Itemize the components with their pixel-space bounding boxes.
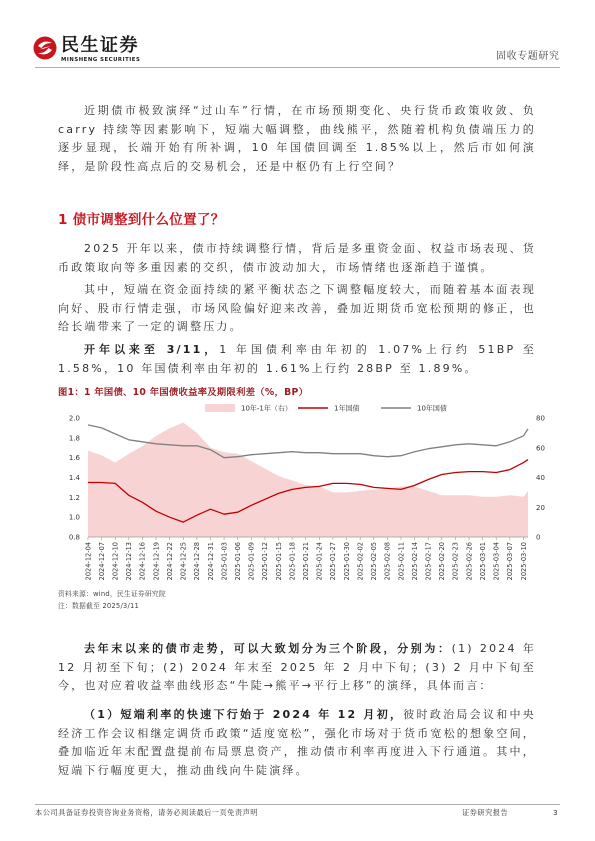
x-tick-label: 2024-12-19 — [152, 542, 161, 581]
x-tick-label: 2025-02-20 — [438, 542, 447, 581]
header-divider — [35, 67, 560, 68]
page-number: 3 — [553, 808, 559, 817]
x-tick-label: 2025-01-09 — [247, 542, 256, 581]
logo-chinese-name: 民生证券 — [61, 35, 139, 56]
intro-paragraph: 近期债市极致演绎“过山车”行情，在市场预期变化、央行货币政策收敛、负carry 持续等因素影响下，短端大幅调整，曲线熊平，然随着机构负债端压力的逐步显现，长端开始有所补调，10 年国债回调至 1.85%以上，然后市如何演绎，是阶段性高点后的交易机会，还是中枢仍有上行空间？ — [58, 104, 536, 173]
legend-label-spread: 10年-1年（右） — [241, 404, 292, 413]
logo-english-name: MINSHENG SECURITIES — [61, 57, 141, 63]
y-tick-label-left: 1.8 — [68, 434, 80, 443]
company-logo-icon — [33, 36, 59, 62]
plot-area — [69, 415, 545, 581]
footer-report-label: 证券研究报告 — [462, 808, 509, 817]
y-tick-label-left: 1.4 — [68, 474, 80, 482]
x-tick-label: 2024-12-16 — [138, 542, 147, 581]
x-tick-label: 2024-12-31 — [206, 542, 215, 581]
paragraph-bold-lead: 开年以来至 3/11， — [84, 343, 220, 356]
x-tick-label: 2025-03-01 — [478, 542, 487, 581]
paragraph-text: 彼时政治局会议和中央经济工作会议相继定调货币政策“适度宽松”，强化市场对于货币宽松的想象空间，叠加临近年末配置盘提前布局票息资产，推动债市利率再度进入下行通道。其中，短端下行幅度更大，推动曲线向牛陡演绎。 — [58, 708, 537, 777]
x-tick-label: 2025-02-02 — [356, 542, 365, 581]
y-tick-label-left: 2.0 — [68, 414, 80, 423]
chart-legend — [205, 404, 447, 413]
x-tick-label: 2025-03-07 — [506, 542, 515, 581]
report-type-label: 固收专题研究 — [496, 51, 560, 62]
x-tick-label: 2025-01-21 — [302, 542, 310, 581]
body-paragraph — [58, 341, 536, 378]
x-tick-label: 2025-01-12 — [261, 542, 270, 581]
figure-caption: 图1：1 年国债、10 年国债收益率及期限利差（%，BP） — [58, 387, 309, 398]
body-paragraph — [58, 640, 536, 696]
figure-source: 资料来源：wind，民生证券研究院 — [58, 590, 166, 598]
y-tick-label-right: 20 — [536, 503, 545, 512]
x-tick-label: 2025-01-06 — [234, 542, 242, 581]
x-tick-label: 2024-12-07 — [97, 542, 106, 581]
x-tick-label: 2025-01-03 — [220, 542, 229, 581]
y-tick-label-left: 1.2 — [68, 493, 80, 502]
paragraph-bold-lead: （1）短端利率的快速下行始于 2024 年 12 月初， — [84, 708, 404, 721]
x-tick-label: 2025-01-18 — [288, 542, 297, 581]
paragraph-text: 1 年国债利率由年初的 1.07%上行约 51BP 至 1.58%，10 年国债利率由年初的 1.61%上行约 28BP 至 1.89%。 — [58, 343, 536, 375]
legend-label-10y: 10年国债 — [417, 404, 447, 413]
y-tick-label-right: 0 — [536, 533, 541, 542]
x-tick-label: 2025-01-27 — [329, 542, 338, 581]
y-tick-label-left: 1.6 — [68, 454, 80, 463]
x-tick-label: 2025-02-26 — [465, 542, 474, 581]
x-tick-label: 2025-02-11 — [397, 542, 406, 581]
x-tick-label: 2025-02-05 — [370, 542, 379, 581]
x-tick-label: 2024-12-22 — [165, 542, 174, 581]
legend-swatch-spread — [205, 404, 235, 412]
x-tick-label: 2025-03-04 — [492, 542, 501, 581]
x-tick-label: 2025-01-24 — [315, 542, 324, 581]
x-tick-label: 2024-12-10 — [111, 542, 120, 581]
section-heading: 1 债市调整到什么位置了？ — [58, 212, 225, 228]
y-tick-label-left: 1.0 — [68, 513, 80, 522]
x-tick-label: 2025-02-17 — [424, 542, 433, 581]
x-tick-label: 2025-02-14 — [410, 542, 419, 581]
y-tick-label-right: 80 — [536, 414, 545, 423]
footer-divider — [35, 804, 560, 805]
paragraph-bold-lead: 去年末以来的债市走势，可以大致划分为三个阶段，分别为： — [84, 642, 452, 655]
body-paragraph — [58, 706, 536, 780]
footer-disclaimer: 本公司具备证券投资咨询业务资格，请务必阅读最后一页免责声明 — [35, 808, 258, 817]
figure-note: 注：数据截至 2025/3/11 — [58, 602, 139, 610]
x-tick-label: 2025-03-10 — [519, 542, 528, 581]
x-tick-label: 2024-12-25 — [179, 542, 188, 581]
yield-chart — [0, 398, 595, 584]
x-tick-label: 2025-01-15 — [274, 542, 283, 581]
y-tick-label-right: 40 — [536, 474, 545, 482]
y-tick-label-left: 0.8 — [68, 533, 80, 542]
legend-label-1y: 1年国债 — [334, 404, 360, 413]
x-tick-label: 2024-12-28 — [193, 542, 202, 581]
y-tick-label-right: 60 — [536, 444, 545, 453]
body-paragraph: 其中，短端在资金面持续的紧平衡状态之下调整幅度较大，而随着基本面表现向好、股市行情走强，市场风险偏好迎来改善，叠加近期货币宽松预期的修正，也给长端带来了一定的调整压力。 — [58, 283, 536, 334]
x-tick-label: 2024-12-13 — [125, 542, 134, 581]
paragraph-text: (1) 2024 年 12 月初至下旬；(2) 2024 年末至 2025 年 2 月中下旬；(3) 2 月中下旬至今，也对应着收益率曲线形态“牛陡→熊平→平行上移”的演绎，具体而言： — [58, 642, 536, 693]
body-paragraph: 2025 开年以来，债市持续调整行情，背后是多重资金面、权益市场表现、货币政策取向等多重因素的交织，债市波动加大，市场情绪也逐渐趋于谨慎。 — [58, 242, 536, 274]
x-tick-label: 2025-02-23 — [451, 542, 460, 581]
x-tick-label: 2025-01-30 — [342, 542, 351, 581]
x-tick-label: 2025-02-08 — [383, 542, 392, 581]
series-area-spread — [88, 423, 528, 538]
x-tick-label: 2024-12-04 — [84, 542, 93, 581]
